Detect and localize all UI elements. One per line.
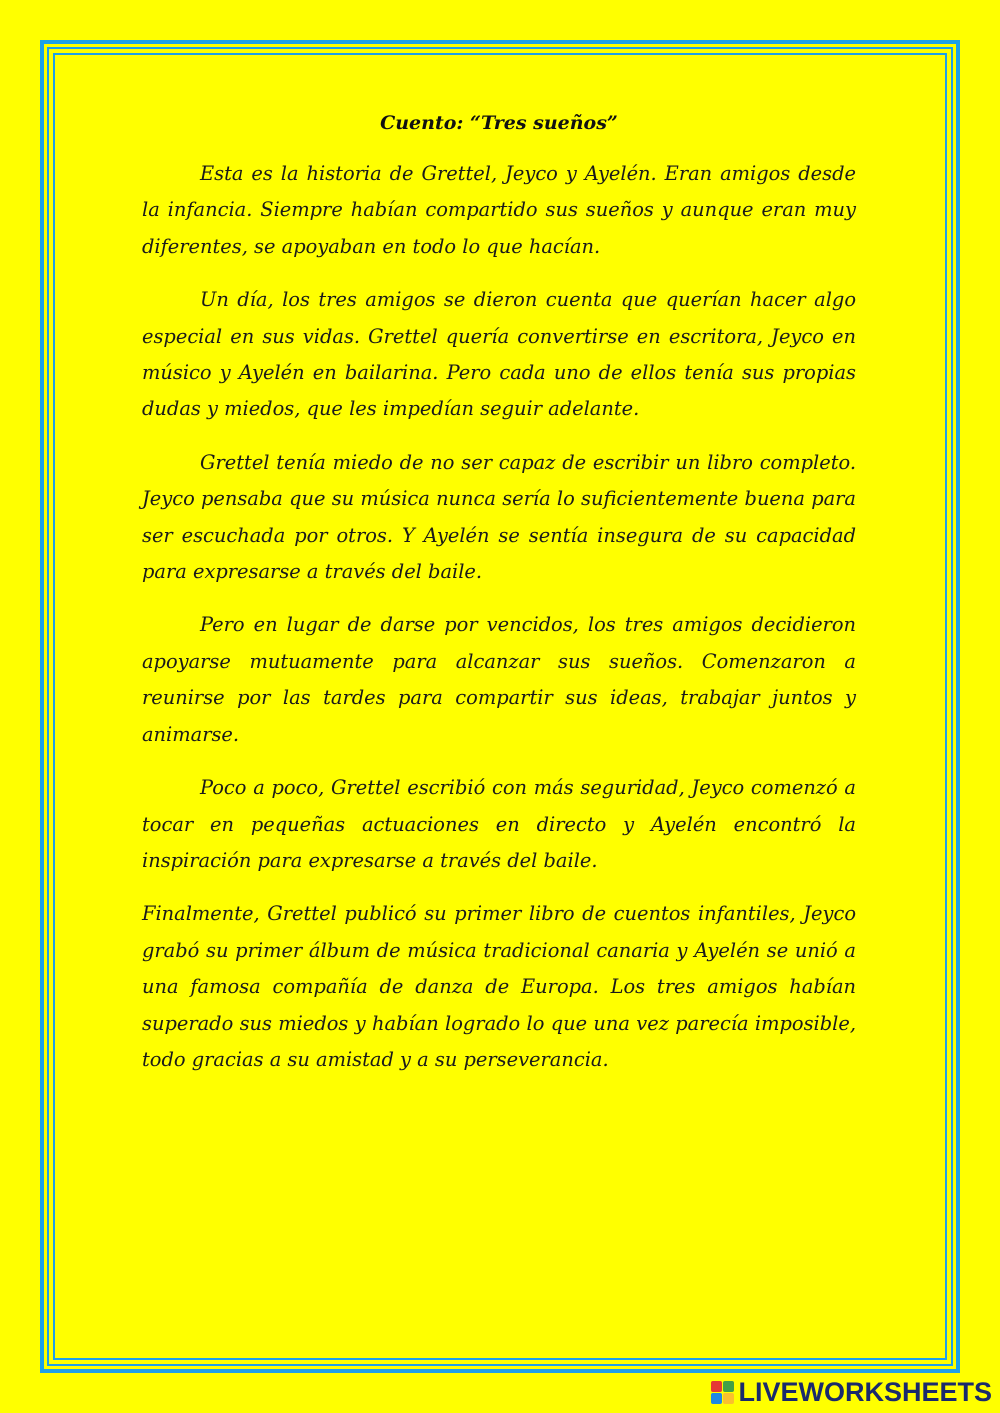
story-paragraph-4: Pero en lugar de darse por vencidos, los tres amigos decidieron apoyarse mutuamente para alcanzar sus sueños. Comenzaron a reunirse por las tardes para compartir sus ideas, trabajar juntos y animarse. xyxy=(142,613,856,746)
story-paragraph-1: Esta es la historia de Grettel, Jeyco y Ayelén. Eran amigos desde la infancia. Siempre habían compartido sus sueños y aunque eran muy diferentes, se apoyaban en todo lo que hacían. xyxy=(142,162,856,258)
logo-square xyxy=(723,1381,734,1392)
liveworksheets-brand[interactable] xyxy=(711,1375,992,1409)
story-paragraph-5: Poco a poco, Grettel escribió con más seguridad, Jeyco comenzó a tocar en pequeñas actuaciones en directo y Ayelén encontró la inspiración para expresarse a través del baile. xyxy=(142,776,856,872)
logo-square xyxy=(723,1393,734,1404)
story-paragraph-6: Finalmente, Grettel publicó su primer libro de cuentos infantiles, Jeyco grabó su primer álbum de música tradicional canaria y Ayelén se unió a una famosa compañía de danza de Europa. Los tres amigos habían superado sus miedos y habían logrado lo que una vez parecía imposible, todo gracias a su amistad y a su perseverancia. xyxy=(142,902,856,1071)
liveworksheets-wordmark: LIVEWORKSHEETS xyxy=(738,1376,992,1407)
liveworksheets-logo-icon xyxy=(711,1381,734,1404)
story-content xyxy=(142,112,856,1095)
logo-square xyxy=(711,1381,722,1392)
story-paragraph-2: Un día, los tres amigos se dieron cuenta que querían hacer algo especial en sus vidas. Grettel quería convertirse en escritora, Jeyco en músico y Ayelén en bailarina. Pero cada uno de ellos tenía sus propias dudas y miedos, que les impedían seguir adelante. xyxy=(142,288,856,421)
story-paragraph-3: Grettel tenía miedo de no ser capaz de escribir un libro completo. Jeyco pensaba que su música nunca sería lo suficientemente buena para ser escuchada por otros. Y Ayelén se sentía insegura de su capacidad para expresarse a través del baile. xyxy=(142,450,856,584)
story-title: Cuento: “Tres sueños” xyxy=(380,112,618,134)
logo-square xyxy=(711,1393,722,1404)
